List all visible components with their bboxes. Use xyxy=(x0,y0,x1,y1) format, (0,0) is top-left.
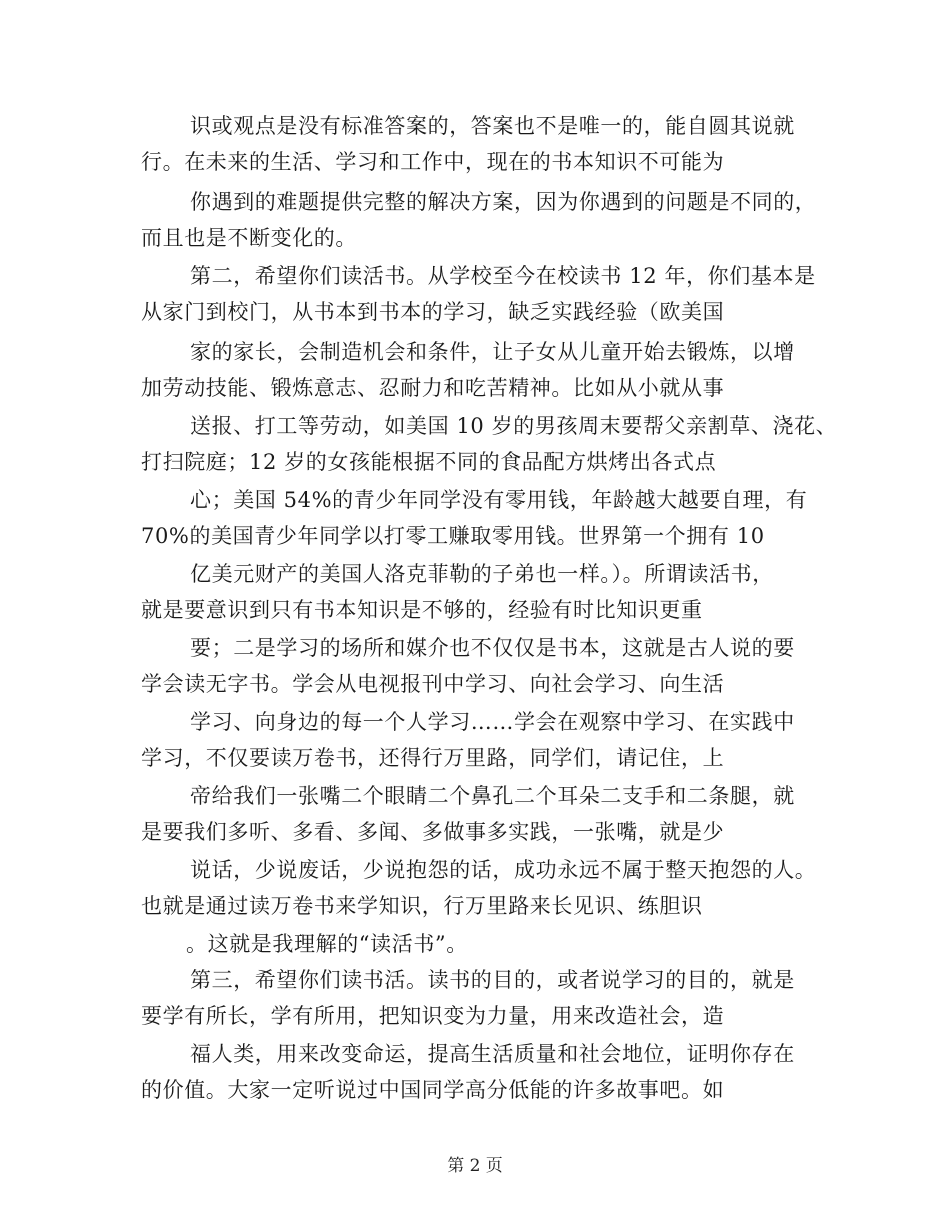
body-text-line: 亿美元财产的美国人洛克菲勒的子弟也一样。）。所谓读活书， xyxy=(190,562,774,586)
body-text-line: 而且也是不断变化的。 xyxy=(141,226,357,250)
page-number-footer: 第 2 页 xyxy=(447,1156,503,1176)
body-text-line: 说话，少说废话，少说抱怨的话，成功永远不属于整天抱怨的人。 xyxy=(190,858,817,882)
body-text-line: 的价值。大家一定听说过中国同学高分低能的许多故事吧。如 xyxy=(141,1078,725,1102)
body-text-line: 是要我们多听、多看、多闻、多做事多实践，一张嘴，就是少 xyxy=(141,820,725,844)
body-text-line: 70%的美国青少年同学以打零工赚取零用钱。世界第一个拥有 10 xyxy=(141,524,765,548)
body-text-line: 从家门到校门，从书本到书本的学习，缺乏实践经验（欧美国 xyxy=(141,300,725,324)
body-text-line: 家的家长，会制造机会和条件，让子女从儿童开始去锻炼，以增 xyxy=(190,340,795,364)
body-text-line: 也就是通过读万卷书来学知识，行万里路来长见识、练胆识 xyxy=(141,894,703,918)
body-text-line: 识或观点是没有标准答案的，答案也不是唯一的，能自圆其说就 xyxy=(190,114,795,138)
body-text-line: 行。在未来的生活、学习和工作中，现在的书本知识不可能为 xyxy=(141,150,725,174)
body-text-line: 福人类，用来改变命运，提高生活质量和社会地位，证明你存在 xyxy=(190,1042,795,1066)
body-text-line: 第三，希望你们读书活。读书的目的，或者说学习的目的，就是 xyxy=(190,968,795,992)
body-text-line: 打扫院庭；12 岁的女孩能根据不同的食品配方烘烤出各式点 xyxy=(141,450,717,474)
body-text-line: 就是要意识到只有书本知识是不够的，经验有时比知识更重 xyxy=(141,598,703,622)
body-text-line: 帝给我们一张嘴二个眼睛二个鼻孔二个耳朵二支手和二条腿，就 xyxy=(190,784,795,808)
body-text-line: 送报、打工等劳动，如美国 10 岁的男孩周末要帮父亲割草、浇花、 xyxy=(190,414,838,438)
body-text-line: 要学有所长，学有所用，把知识变为力量，用来改造社会，造 xyxy=(141,1004,725,1028)
body-text-line: 第二，希望你们读活书。从学校至今在校读书 12 年，你们基本是 xyxy=(190,264,816,288)
body-text-line: 你遇到的难题提供完整的解决方案，因为你遇到的问题是不同的， xyxy=(190,190,817,214)
body-text-line: 。这就是我理解的“读活书”。 xyxy=(186,932,468,956)
body-text-line: 学会读无字书。学会从电视报刊中学习、向社会学习、向生活 xyxy=(141,672,725,696)
body-text-line: 学习，不仅要读万卷书，还得行万里路，同学们，请记住，上 xyxy=(141,746,725,770)
body-text-line: 心；美国 54%的青少年同学没有零用钱，年龄越大越要自理，有 xyxy=(190,488,808,512)
body-text-line: 要；二是学习的场所和媒介也不仅仅是书本，这就是古人说的要 xyxy=(190,636,795,660)
body-text-line: 学习、向身边的每一个人学习……学会在观察中学习、在实践中 xyxy=(190,710,795,734)
body-text-line: 加劳动技能、锻炼意志、忍耐力和吃苦精神。比如从小就从事 xyxy=(141,376,725,400)
